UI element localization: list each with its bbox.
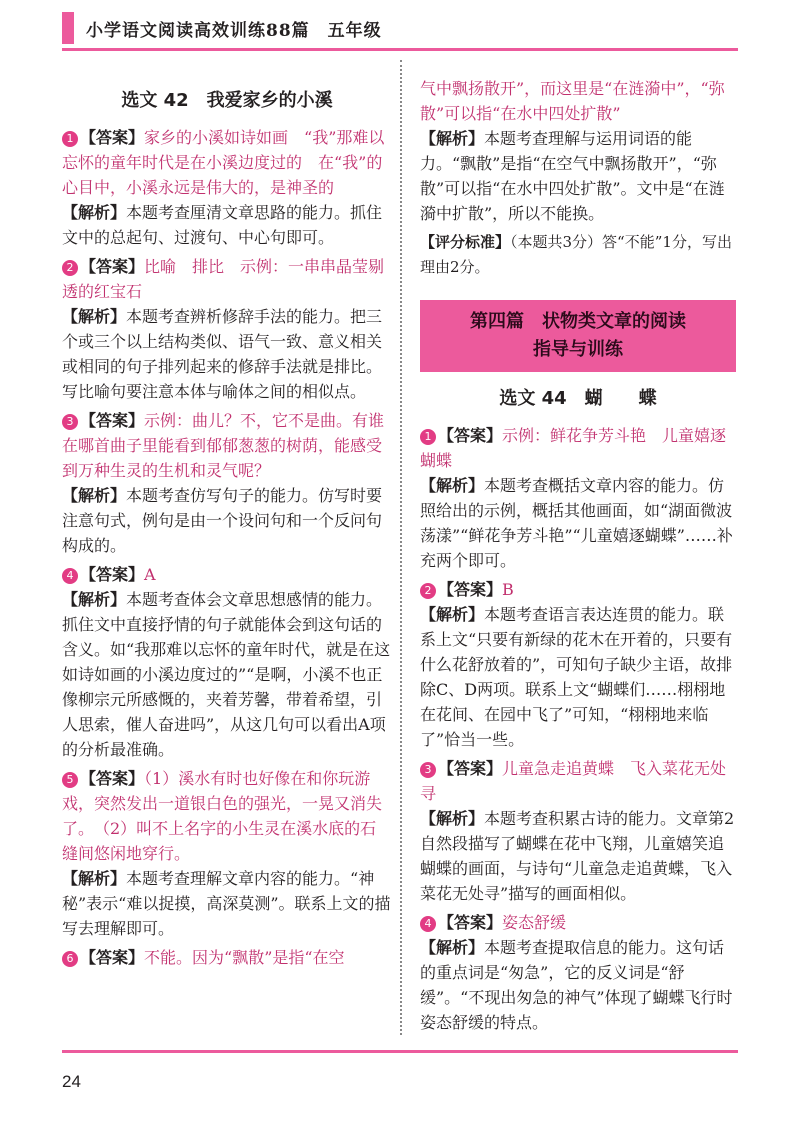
page-number: 24 <box>62 1072 81 1091</box>
right-column <box>420 76 736 1039</box>
page-header <box>62 12 738 44</box>
scoring-criteria: 【评分标准】（本题共3分）答“不能”1分，写出理由2分。 <box>420 233 732 276</box>
question-number-badge: 2 <box>420 583 436 599</box>
question-number-badge: 4 <box>420 916 436 932</box>
analysis-6: 【解析】本题考查理解与运用词语的能力。“飘散”是指“在空气中飘扬散开”，“弥散”可以指“在水中四处扩散”。文中是“在涟漪中扩散”，所以不能换。 <box>420 129 725 223</box>
r-analysis-3: 【解析】本题考查积累古诗的能力。文章第2自然段描写了蝴蝶在花中飞翔，儿童嬉笑追蝴蝶的画面，与诗句“儿童急走追黄蝶，飞入菜花无处寻”描写的画面相似。 <box>420 809 735 903</box>
r-analysis-2: 【解析】本题考查语言表达连贯的能力。联系上文“只要有新绿的花木在开着的，只要有什么花舒放着的”，可知句子缺少主语，故排除C、D两项。联系上文“蝴蝶们……栩栩地在花间、在园中飞了”可知，“栩栩地来临了”恰当一些。 <box>420 605 733 749</box>
r-answer-3: 3 【答案】儿童急走追黄蝶 飞入菜花无处寻 <box>420 759 727 803</box>
question-number-badge: 3 <box>420 762 436 778</box>
analysis-3: 【解析】本题考查仿写句子的能力。仿写时要注意句式，例句是由一个设问句和一个反问句构成的。 <box>62 486 383 555</box>
chapter-title-line1: 第四篇 状物类文章的阅读 <box>470 311 686 332</box>
section-title-44: 选文 44 蝴 蝶 <box>499 388 657 409</box>
left-column <box>62 84 392 970</box>
r-analysis-1: 【解析】本题考查概括文章内容的能力。仿照给出的示例，概括其他画面，如“湖面微波荡漾”“鲜花争芳斗艳”“儿童嬉逐蝴蝶”……补充两个即可。 <box>420 476 733 570</box>
answer-2: 2 【答案】比喻 排比 示例：一串串晶莹剔透的红宝石 <box>62 257 385 301</box>
answer-3: 3 【答案】示例：曲儿？不，它不是曲。有谁在哪首曲子里能看到郁郁葱葱的树荫，能感受到万种生灵的生机和灵气呢？ <box>62 411 385 480</box>
answer-6-continued: 气中飘扬散开”，而这里是“在涟漪中”，“弥散”可以指“在水中四处扩散” <box>420 79 725 123</box>
answer-5: 5 【答案】（1）溪水有时也好像在和你玩游戏，突然发出一道银白色的强光，一晃又消失了。 （2）叫不上名字的小生灵在溪水底的石缝间悠闲地穿行。 <box>62 769 383 863</box>
answer-1: 1 【答案】家乡的小溪如诗如画 “我”那难以忘怀的童年时代是在小溪边度过的 在“我”的心目中，小溪永远是伟大的，是神圣的 <box>62 128 385 197</box>
analysis-5: 【解析】本题考查理解文章内容的能力。“神秘”表示“难以捉摸，高深莫测”。联系上文的描写去理解即可。 <box>62 869 391 938</box>
question-number-badge: 3 <box>62 414 78 430</box>
r-answer-4: 4 【答案】姿态舒缓 <box>420 910 736 935</box>
header-rule <box>62 48 738 51</box>
question-number-badge: 6 <box>62 951 78 967</box>
question-number-badge: 1 <box>62 131 78 147</box>
chapter-title-line2: 指导与训练 <box>533 339 623 360</box>
r-answer-2: 2 【答案】B <box>420 577 736 602</box>
answer-6: 6 【答案】不能。因为“飘散”是指“在空 <box>62 945 392 970</box>
book-title: 小学语文阅读高效训练88篇 五年级 <box>86 21 382 41</box>
answer-4: 4 【答案】A <box>62 562 392 587</box>
r-analysis-4: 【解析】本题考查提取信息的能力。这句话的重点词是“匆急”，它的反义词是“舒缓”。“不现出匆急的神气”体现了蝴蝶飞行时姿态舒缓的特点。 <box>420 938 733 1032</box>
chapter-banner <box>420 300 736 372</box>
r-answer-1: 1 【答案】示例：鲜花争芳斗艳 儿童嬉逐蝴蝶 <box>420 426 727 470</box>
column-divider <box>400 60 402 1035</box>
header-accent-block <box>62 12 74 44</box>
question-number-badge: 5 <box>62 772 78 788</box>
section-title-42: 选文 42 我爱家乡的小溪 <box>121 90 333 111</box>
question-number-badge: 4 <box>62 568 78 584</box>
analysis-1: 【解析】本题考查厘清文章思路的能力。抓住文中的总起句、过渡句、中心句即可。 <box>62 203 383 247</box>
question-number-badge: 2 <box>62 260 78 276</box>
footer-rule <box>62 1050 738 1053</box>
analysis-2: 【解析】本题考查辨析修辞手法的能力。把三个或三个以上结构类似、语气一致、意义相关或相同的句子排列起来的修辞手法就是排比。写比喻句要注意本体与喻体之间的相似点。 <box>62 307 383 401</box>
analysis-4: 【解析】本题考查体会文章思想感情的能力。抓住文中直接抒情的句子就能体会到这句话的含义。如“我那难以忘怀的童年时代，就是在这如诗如画的小溪边度过的”“是啊，小溪不也正像柳宗元所感慨的，夹着芳馨，带着希望，引人思索，催人奋进吗”，从这几句可以看出A项的分析最准确。 <box>62 590 391 759</box>
question-number-badge: 1 <box>420 429 436 445</box>
